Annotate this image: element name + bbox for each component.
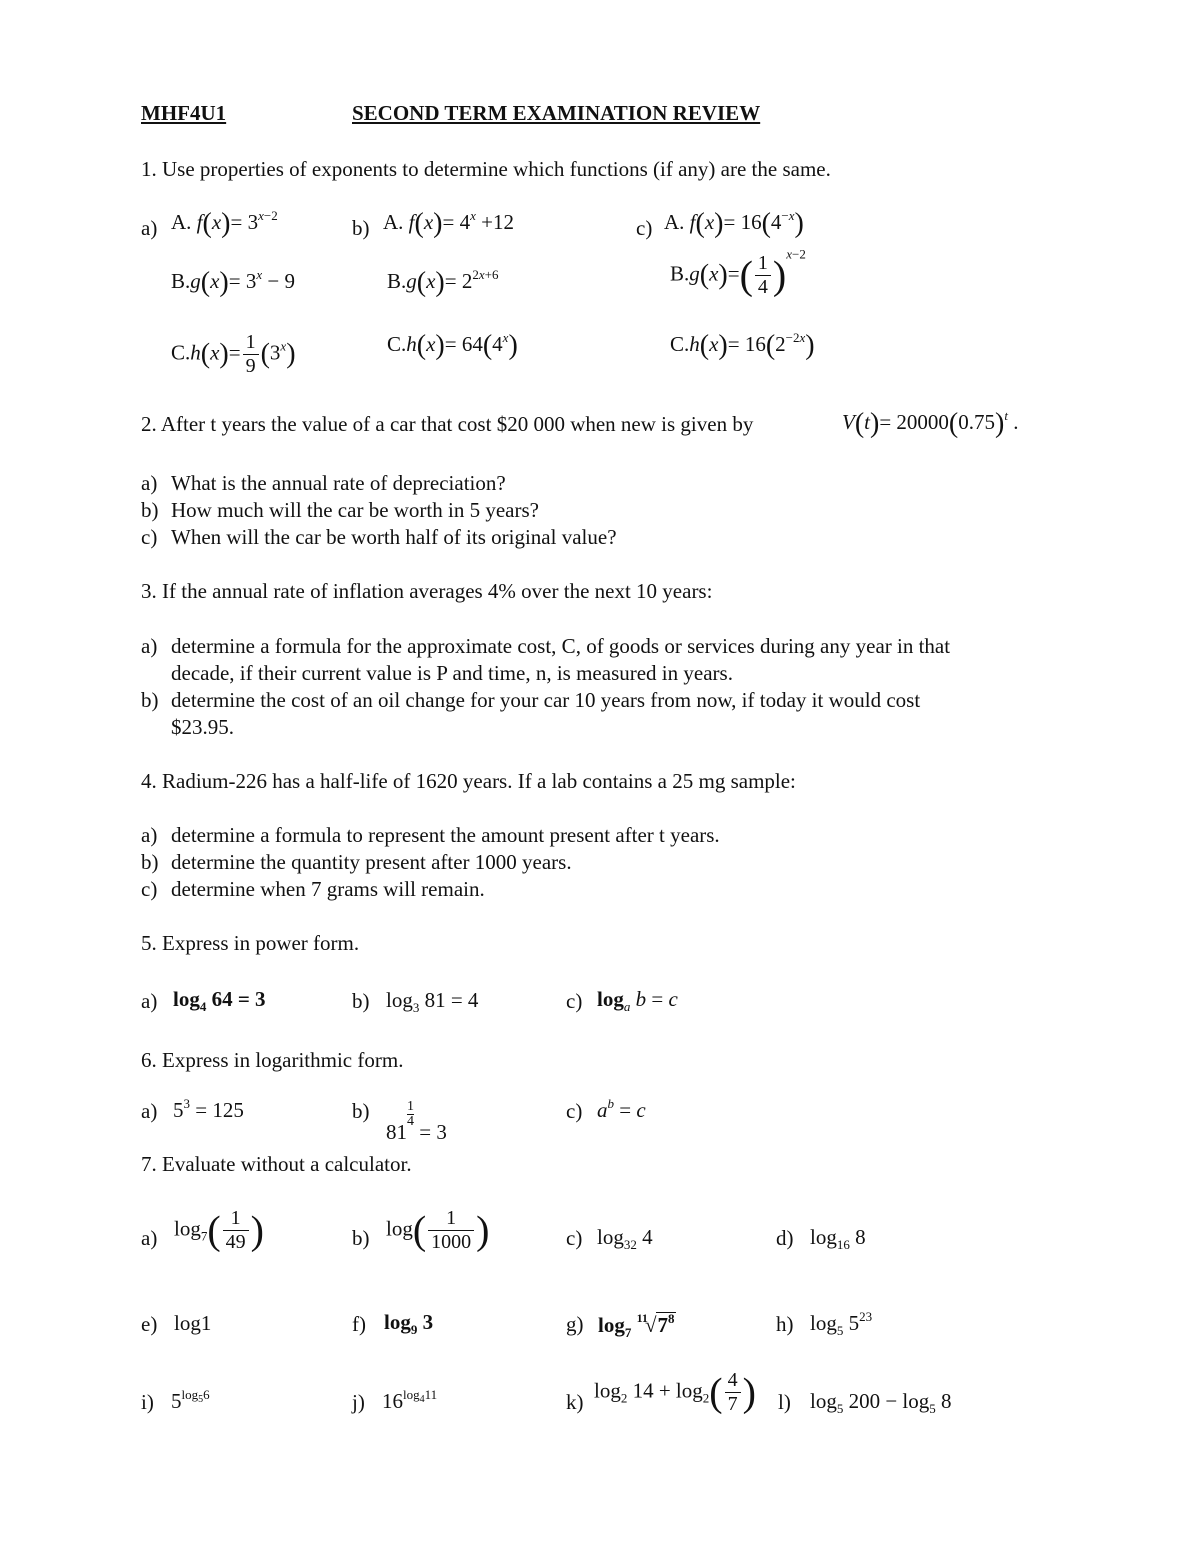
q6c-expression: $a^b = c$ xyxy=(597,1096,646,1122)
q4-part-a: determine a formula to represent the amount present after t years. xyxy=(171,823,720,847)
q6-label-b: b) xyxy=(352,1099,370,1123)
q1-part-b-label: b) xyxy=(352,216,370,240)
q7c-expression: $\log_{32} 4$ xyxy=(597,1225,653,1252)
q6a-expression: $5^3 = 125$ xyxy=(173,1096,244,1122)
q7-label-l: l) xyxy=(778,1390,791,1414)
q2-value-formula: $V(t)= 20000(0.75)^t$ . xyxy=(842,408,1019,439)
q7h-expression: $\log_5 5^{23}$ xyxy=(810,1309,873,1338)
q7g-expression: $\log_7 ^{11}√7^8$ xyxy=(598,1311,675,1340)
q2-part-c: When will the car be worth half of its original value? xyxy=(171,525,617,549)
q7i-expression: $5^{log_56}$ xyxy=(171,1387,210,1413)
question-7-text: 7. Evaluate without a calculator. xyxy=(141,1152,412,1176)
q1c-B-label: B. xyxy=(670,261,690,286)
q1c-C-label: C. xyxy=(670,332,690,356)
q6-label-a: a) xyxy=(141,1099,158,1123)
q1a-C-label: C. xyxy=(171,340,191,365)
q7b-expression: log( $\frac{1}{1000}$ ) xyxy=(386,1207,490,1253)
q2-label-c: c) xyxy=(141,525,158,549)
q7-label-j: j) xyxy=(352,1390,365,1414)
q7j-expression: $16^{log_411}$ xyxy=(382,1387,438,1413)
question-2-text: 2. After t years the value of a car that cost $20 000 when new is given by xyxy=(141,412,754,436)
q4-part-b: determine the quantity present after 1000 years. xyxy=(171,850,572,874)
q5-label-c: c) xyxy=(566,989,583,1013)
q7-label-h: h) xyxy=(776,1312,794,1336)
course-code: MHF4U1 xyxy=(141,101,227,125)
q1b-A-label: A. xyxy=(383,210,404,234)
question-1-text: 1. Use properties of exponents to determine which functions (if any) are the same. xyxy=(141,157,831,181)
q7f-expression: $\log_9 3$ xyxy=(384,1310,434,1337)
question-4-text: 4. Radium-226 has a half-life of 1620 years. If a lab contains a 25 mg sample: xyxy=(141,769,796,793)
q7-label-b: b) xyxy=(352,1226,370,1250)
q3-part-b-line2: $23.95. xyxy=(171,715,234,739)
q7a-expression: $\log_7$( $\frac{1}{49}$ ) xyxy=(174,1207,264,1253)
q1c-function-B: B.g(x)=( $\frac{1}{4}$ )$^{x-2}$ xyxy=(670,246,806,298)
q7-label-a: a) xyxy=(141,1226,158,1250)
q2-label-b: b) xyxy=(141,498,159,522)
q2-label-a: a) xyxy=(141,471,158,495)
q7-label-k: k) xyxy=(566,1390,584,1414)
q1b-function-C: $C.h(x)= 64(4^x)$ xyxy=(387,330,518,361)
q4-part-c: determine when 7 grams will remain. xyxy=(171,877,485,901)
q4-label-c: c) xyxy=(141,877,158,901)
q1b-function-B: $B.g(x)= 2^{2x+6}$ xyxy=(387,267,499,298)
q7e-expression: log1 xyxy=(174,1311,212,1335)
question-6-text: 6. Express in logarithmic form. xyxy=(141,1048,404,1072)
q5a-expression: $\log_4 64 = 3$ xyxy=(173,987,266,1014)
question-3-text: 3. If the annual rate of inflation averages 4% over the next 10 years: xyxy=(141,579,713,603)
q3-part-b-line1: determine the cost of an oil change for your car 10 years from now, if today it would cost xyxy=(171,688,921,712)
q5-label-a: a) xyxy=(141,989,158,1013)
q1a-function-A: A. $f(x)= 3^{x-2}$ xyxy=(171,208,278,239)
q7-label-i: i) xyxy=(141,1390,154,1414)
q5-label-b: b) xyxy=(352,989,370,1013)
q6-label-c: c) xyxy=(566,1099,583,1123)
q5c-expression: $\log_a b = c$ xyxy=(597,987,678,1014)
q1a-function-B: $B.g(x)= 3^x - 9$ xyxy=(171,267,295,298)
q1-part-a-label: a) xyxy=(141,216,158,240)
q1a-B-label: B. xyxy=(171,269,191,293)
page-title: SECOND TERM EXAMINATION REVIEW xyxy=(352,101,761,125)
q2-part-b: How much will the car be worth in 5 years? xyxy=(171,498,539,522)
q7-label-g: g) xyxy=(566,1312,584,1336)
q1c-function-C: $C.h(x)= 16(2^{-2x})$ xyxy=(670,330,815,361)
q7-label-e: e) xyxy=(141,1312,158,1336)
q1b-B-label: B. xyxy=(387,269,407,293)
q1a-function-C: C.h(x)= $\frac{1}{9}$ (3$^x$) xyxy=(171,331,296,377)
q2-part-a: What is the annual rate of depreciation? xyxy=(171,471,506,495)
q1a-A-label: A. xyxy=(171,210,192,234)
q3-label-a: a) xyxy=(141,634,158,658)
q7-label-d: d) xyxy=(776,1226,794,1250)
q6b-expression: 81 $\frac{1}{4}$ = 3 xyxy=(386,1099,447,1144)
q1-part-c-label: c) xyxy=(636,216,653,240)
q4-label-b: b) xyxy=(141,850,159,874)
q1b-C-label: C. xyxy=(387,332,407,356)
q1c-A-label: A. xyxy=(664,210,685,234)
question-5-text: 5. Express in power form. xyxy=(141,931,360,955)
q5b-expression: $\log_3 81 = 4$ xyxy=(386,988,479,1015)
q7-label-c: c) xyxy=(566,1226,583,1250)
q1b-function-A: A. $f(x)= 4^x +12$ xyxy=(383,208,514,239)
q7k-expression: $\log_2 14 + \log_2$( $\frac{4}{7}$ ) xyxy=(594,1369,756,1415)
q3-part-a-line1: determine a formula for the approximate cost, C, of goods or services during any year in that xyxy=(171,634,951,658)
q7-label-f: f) xyxy=(352,1312,366,1336)
q4-label-a: a) xyxy=(141,823,158,847)
q1c-function-A: A. $f(x)= 16(4^{-x})$ xyxy=(664,208,804,239)
q3-label-b: b) xyxy=(141,688,159,712)
q3-part-a-line2: decade, if their current value is P and time, n, is measured in years. xyxy=(171,661,733,685)
q7d-expression: $\log_{16} 8$ xyxy=(810,1225,866,1252)
q7l-expression: $\log_5 200 - \log_5 8$ xyxy=(810,1389,952,1416)
